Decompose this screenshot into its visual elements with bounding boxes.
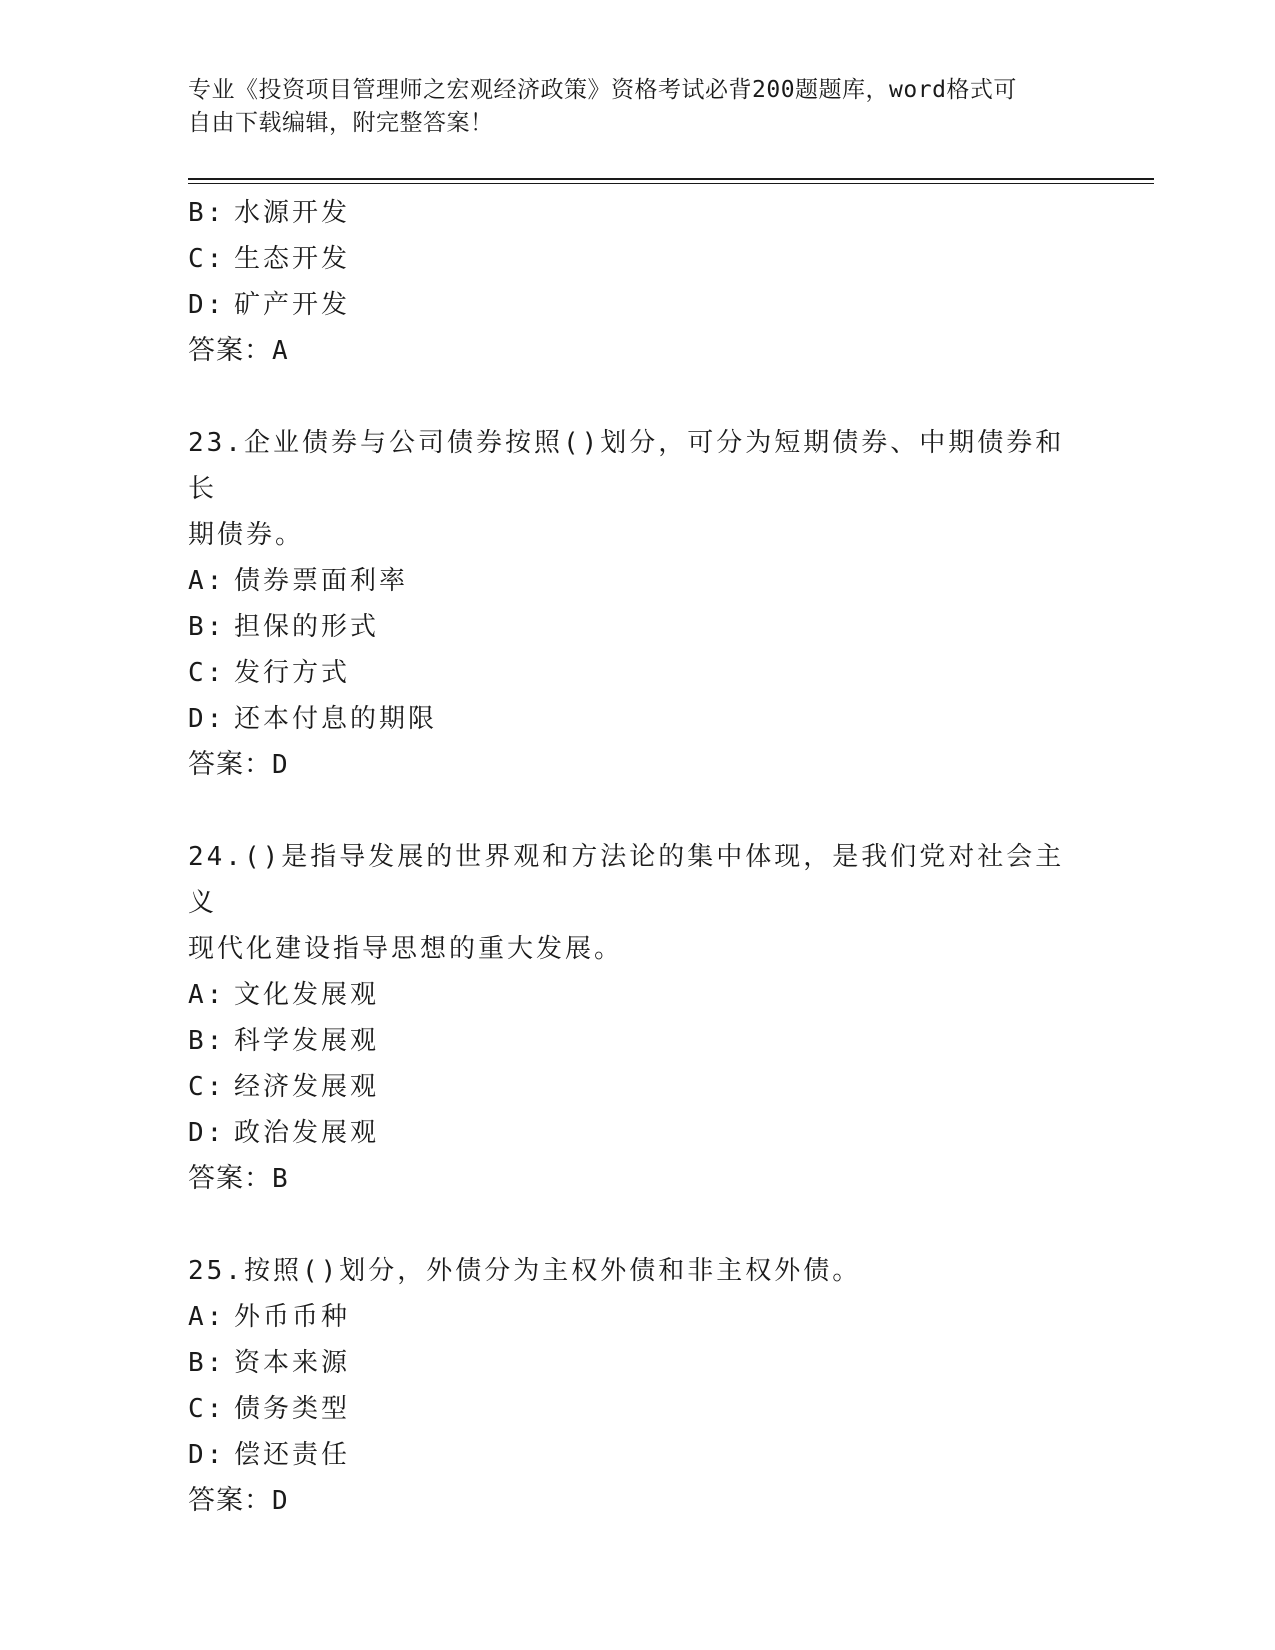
question-22-continued — [188, 190, 1088, 374]
answer-value: D — [272, 750, 289, 780]
answer-value: A — [272, 336, 289, 366]
option-b: B: 担保的形式 — [188, 612, 380, 642]
document-body — [188, 190, 1088, 1524]
page-header — [188, 74, 1068, 140]
option-d: D: 偿还责任 — [188, 1440, 351, 1470]
option-d: D: 还本付息的期限 — [188, 704, 438, 734]
header-title-line-1: 专业《投资项目管理师之宏观经济政策》资格考试必背200题题库，word格式可 — [188, 77, 1017, 103]
option-a: A: 债券票面利率 — [188, 566, 409, 596]
option-c: C: 发行方式 — [188, 658, 351, 688]
answer-value: B — [272, 1164, 289, 1194]
question-stem: 23.企业债券与公司债券按照()划分，可分为短期债券、中期债券和长 期债券。 — [188, 428, 1065, 550]
option-c: C: 经济发展观 — [188, 1072, 380, 1102]
question-25 — [188, 1248, 1088, 1524]
question-stem: 25.按照()划分，外债分为主权外债和非主权外债。 — [188, 1256, 862, 1286]
header-rule-thick — [188, 178, 1154, 180]
option-b: B: 科学发展观 — [188, 1026, 380, 1056]
option-a: A: 外币币种 — [188, 1302, 351, 1332]
option-a: A: 文化发展观 — [188, 980, 380, 1010]
answer-line: 答案：B — [188, 1163, 289, 1194]
option-d: D: 矿产开发 — [188, 290, 351, 320]
header-rule-thin — [188, 183, 1154, 184]
option-c: C: 生态开发 — [188, 244, 351, 274]
answer-line: 答案：D — [188, 749, 289, 780]
answer-value: D — [272, 1486, 289, 1516]
answer-line: 答案：A — [188, 335, 289, 366]
option-b: B: 资本来源 — [188, 1348, 351, 1378]
answer-line: 答案：D — [188, 1485, 289, 1516]
option-d: D: 政治发展观 — [188, 1118, 380, 1148]
question-23 — [188, 420, 1088, 788]
option-b: B: 水源开发 — [188, 198, 351, 228]
header-title-line-2: 自由下载编辑，附完整答案！ — [188, 110, 494, 136]
question-stem: 24.()是指导发展的世界观和方法论的集中体现，是我们党对社会主义 现代化建设指导思想的重大发展。 — [188, 842, 1065, 964]
option-c: C: 债务类型 — [188, 1394, 351, 1424]
question-24 — [188, 834, 1088, 1202]
